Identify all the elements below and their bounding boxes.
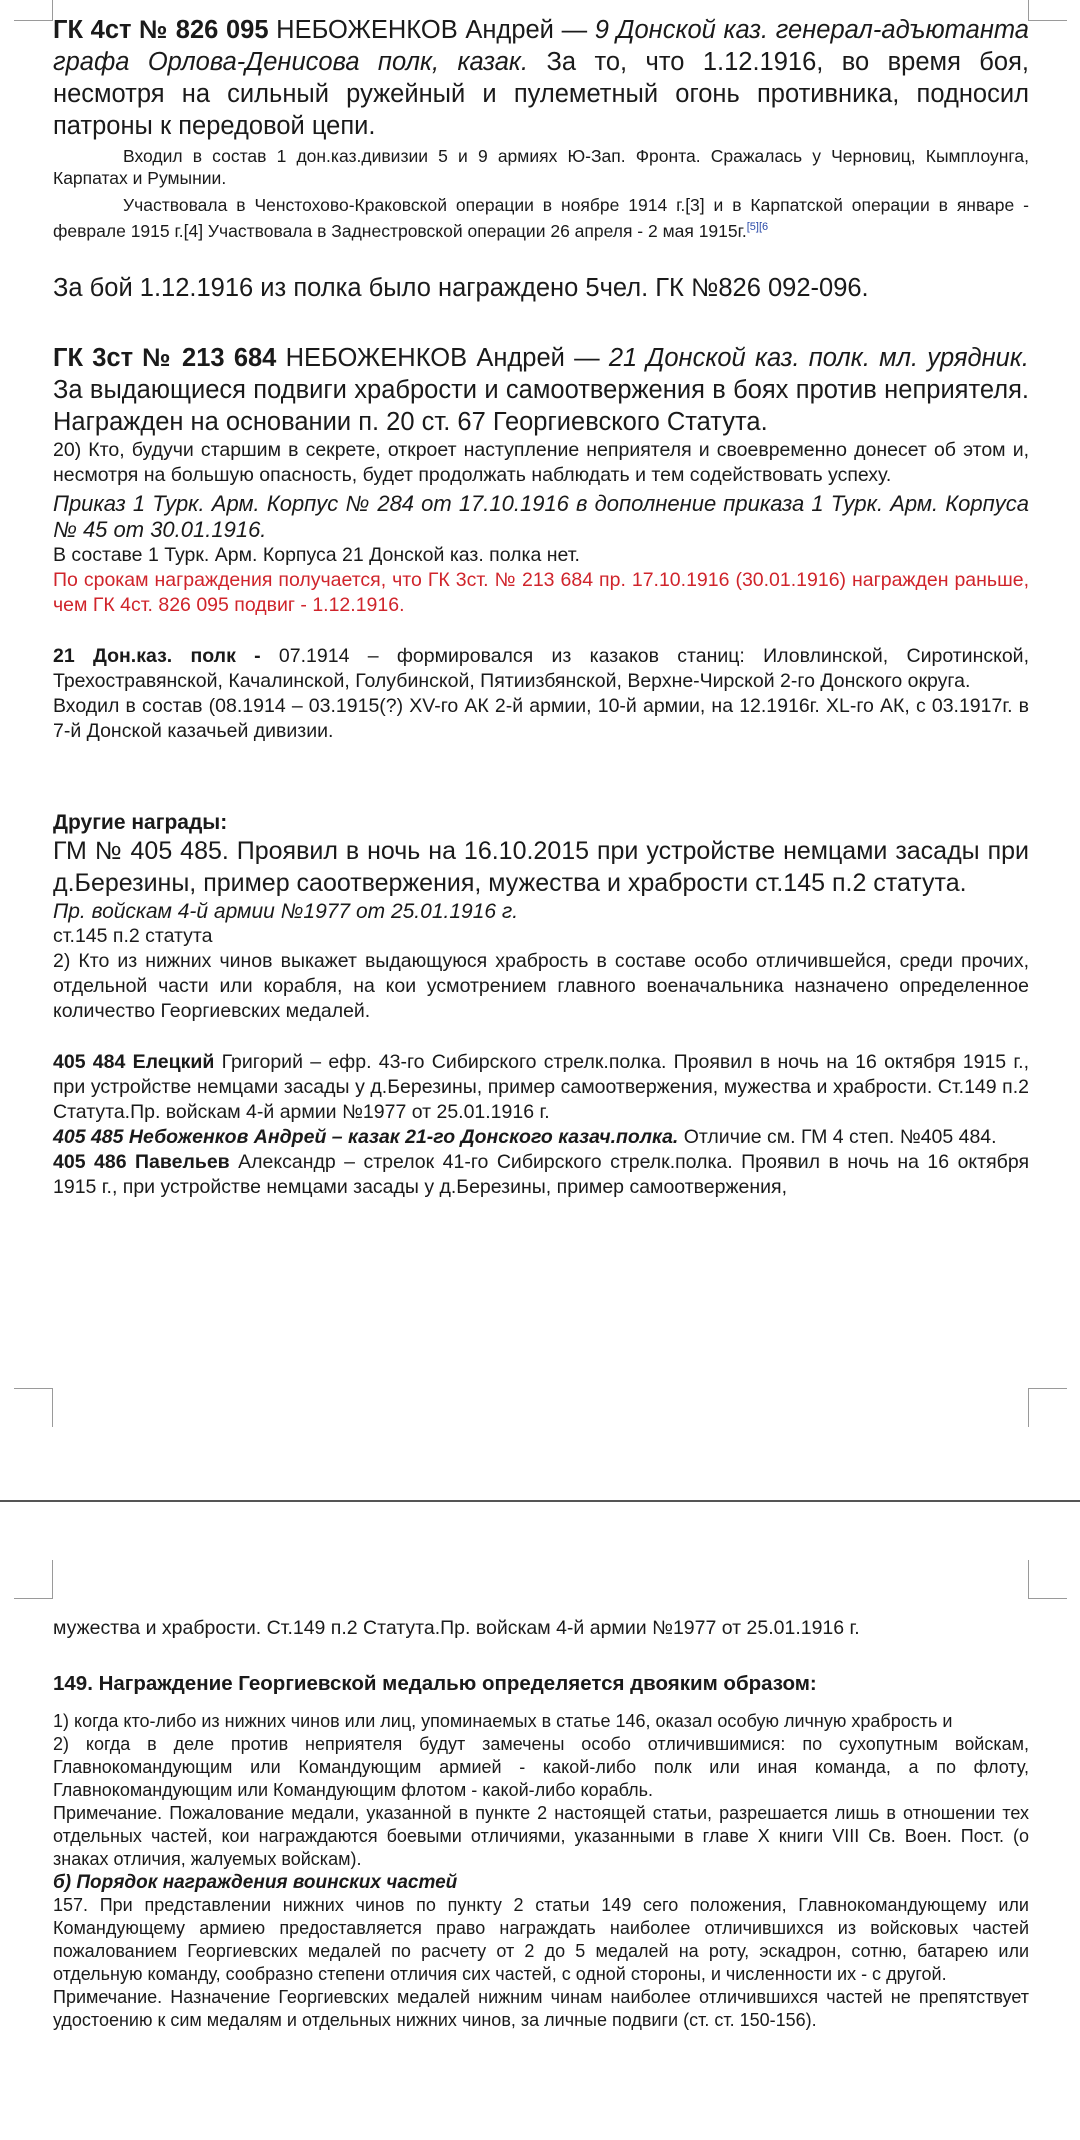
entry-text: Александр – стрелок 41-го Сибирского стрелк.полка. Проявил в ночь на 16 октября 1915 г., при устройстве немцами засады у д.Березины, пример самоотвержения,	[53, 1150, 1030, 1198]
battle-note: За бой 1.12.1916 из полка было награждено 5чел. ГК №826 092-096.	[53, 273, 869, 302]
award-2-red-note: По срокам награждения получается, что ГК 3ст. № 213 684 пр. 17.10.1916 (30.01.1916) награжден раньше, чем ГК 4ст. 826 095 подвиг - 1.12.1916.	[53, 568, 1029, 616]
page-1-content	[53, 14, 1029, 1200]
entry-number: 405 486	[53, 1150, 127, 1173]
entry-text: Отличие см. ГМ 4 степ. №405 484.	[678, 1125, 997, 1148]
section-b-heading: б) Порядок награждения воинских частей	[53, 1872, 458, 1893]
entry-405485	[53, 1125, 1029, 1150]
award-2-paragraph	[53, 342, 1029, 438]
award-2-head: ГК 3ст № 213 684	[53, 343, 277, 372]
award-2-text: За выдающиеся подвиги храбрости и самоотвержения в боях против неприятеля. Награжден на основании п. 20 ст. 67 Георгиевского Статута.	[53, 375, 1029, 436]
regiment-text-2: Входил в состав (08.1914 – 03.1915(?) XV-го АК 2-й армии, 10-й армии, на 12.1916г. XL-го АК, с 03.1917г. в 7-й Донской казачьей дивизии.	[53, 694, 1029, 742]
page-corner-mark	[14, 1560, 53, 1599]
entry-surname: Павельев	[126, 1150, 230, 1173]
article-149-heading: 149. Награждение Георгиевской медалью определяется двояким образом:	[53, 1672, 817, 1695]
article-157-note: Примечание. Назначение Георгиевских медалей нижним чинам наиболее отличившихся частей не препятствует удостоению к сим медалям и отдельных нижних чинов, за личные подвиги (ст. ст. 150-156).	[53, 1987, 1029, 2030]
page-2-content	[53, 1616, 1029, 2032]
other-awards-heading: Другие награды:	[53, 810, 228, 834]
regiment-text: 07.1914 – формировался из казаков станиц: Иловлинской, Сиротинской, Трехостравянской, Качалинской, Голубинской, Пятиизбянской, Верхне-Чирской 2-го Донского округа.	[53, 644, 1029, 692]
regiment-head: 21 Дон.каз. полк -	[53, 644, 279, 667]
page-corner-mark	[14, 1388, 53, 1427]
article-157: 157. При представлении нижних чинов по пункту 2 статьи 149 сего положения, Главнокомандующему или Командующему армиею предоставляется право награждать наиболее отличившихся из войсковых частей пожалованием Георгиевских медалей по расчету от 2 до 5 медалей на роту, эскадрон, сотню, батарею или отдельную команду, сообразно степени отличия сих частей, с одной стороны, и численности их - с другой.	[53, 1895, 1029, 1984]
entry-number: 405 485 Небоженков Андрей – казак 21-го Донского казач.полка.	[53, 1125, 679, 1148]
entry-405486	[53, 1150, 1029, 1200]
entry-number: 405 484	[53, 1050, 126, 1073]
award-2-name: НЕБОЖЕНКОВ Андрей —	[276, 343, 609, 372]
award-2-unit: 21 Донской каз. полк. мл. урядник.	[608, 343, 1029, 372]
regiment-paragraph	[53, 644, 1029, 694]
article-149-note: Примечание. Пожалование медали, указанной в пункте 2 настоящей статьи, разрешается лишь в отношении тех отдельных частей, кои награждаются боевыми отличиями, указанными в главе X книги VIII Св. Воен. Пост. (о знаках отличия, жалуемых войскам).	[53, 1803, 1029, 1869]
page-corner-mark	[1028, 0, 1067, 21]
article-149-item-1: 1) когда кто-либо из нижних чинов или лиц, упоминаемых в статье 146, оказал особую личную храбрость и	[53, 1711, 953, 1731]
footnote-ref-link[interactable]: [5][6	[746, 221, 769, 233]
award-1-note-1: Входил в состав 1 дон.каз.дивизии 5 и 9 армиях Ю-Зап. Фронта. Сражалась у Черновиц, Кымплоунга, Карпатах и Румынии.	[53, 146, 1029, 188]
award-1-note-2-text: Участвовала в Ченстохово-Краковской операции в ноябре 1914 г.[3] и в Карпатской операции в январе - феврале 1915 г.[4] Участвовала в Заднестровской операции 26 апреля - 2 мая 1915г.	[53, 195, 1029, 241]
entry-405484	[53, 1050, 1029, 1125]
page-corner-mark	[1028, 1560, 1067, 1599]
gm-order: Пр. войскам 4-й армии №1977 от 25.01.1916 г.	[53, 899, 519, 923]
award-2-statute: 20) Кто, будучи старшим в секрете, откроет наступление неприятеля и своевременно донесет об этом и, несмотря на большую опасность, будет продолжать наблюдать и тем содействовать успеху.	[53, 438, 1029, 486]
entry-text: Григорий – ефр. 43-го Сибирского стрелк.полка. Проявил в ночь на 16 октября 1915 г., при устройстве немцами засады у д.Березины, пример самоотвержения, мужества и храбрости. Ст.149 п.2 Статута.Пр. войскам 4-й армии №1977 от 25.01.1916 г.	[53, 1050, 1029, 1123]
award-2-absent: В составе 1 Турк. Арм. Корпуса 21 Донской каз. полка нет.	[53, 543, 580, 566]
award-1-text: За то, что 1.12.1916, во время боя, несмотря на сильный ружейный и пулеметный огонь противника, подносил патроны к передовой цепи.	[53, 48, 1029, 140]
page-corner-mark	[14, 0, 53, 21]
award-1-name: НЕБОЖЕНКОВ Андрей —	[268, 16, 595, 44]
award-1-paragraph	[53, 14, 1029, 142]
gm-article: ст.145 п.2 статута	[53, 924, 213, 947]
article-149-item-2: 2) когда в деле против неприятеля будут замечены особо отличившимися: по сухопутным войскам, Главнокомандующим или Командующим армией - какой-либо полк или иная команда, а по флоту, Главнокомандующим или Командующим флотом - какой-либо корабль.	[53, 1734, 1029, 1800]
document-page-2	[0, 1502, 1080, 2140]
award-1-note-2	[53, 194, 1029, 242]
entry-surname: Елецкий	[125, 1050, 215, 1073]
gm-paragraph: ГМ № 405 485. Проявил в ночь на 16.10.2015 при устройстве немцами засады при д.Березины, пример саоотвержения, мужества и храбрости ст.145 п.2 статута.	[53, 836, 1029, 897]
award-1-head: ГК 4ст № 826 095	[53, 16, 269, 44]
continuation-text: мужества и храбрости. Ст.149 п.2 Статута.Пр. войскам 4-й армии №1977 от 25.01.1916 г.	[53, 1617, 860, 1639]
gm-text: 2) Кто из нижних чинов выкажет выдающуюся храбрость в составе особо отличившейся, среди прочих, отдельной части или корабля, на кои усмотрением главного военачальника назначено определенное количество Георгиевских медалей.	[53, 949, 1029, 1022]
award-1-unit: 9 Донской каз. генерал-адъютанта графа Орлова-Денисова полк, казак.	[53, 16, 1029, 76]
award-2-order: Приказ 1 Турк. Арм. Корпус № 284 от 17.10.1916 в дополнение приказа 1 Турк. Арм. Корпуса № 45 от 30.01.1916.	[53, 490, 1029, 542]
page-corner-mark	[1028, 1388, 1067, 1427]
